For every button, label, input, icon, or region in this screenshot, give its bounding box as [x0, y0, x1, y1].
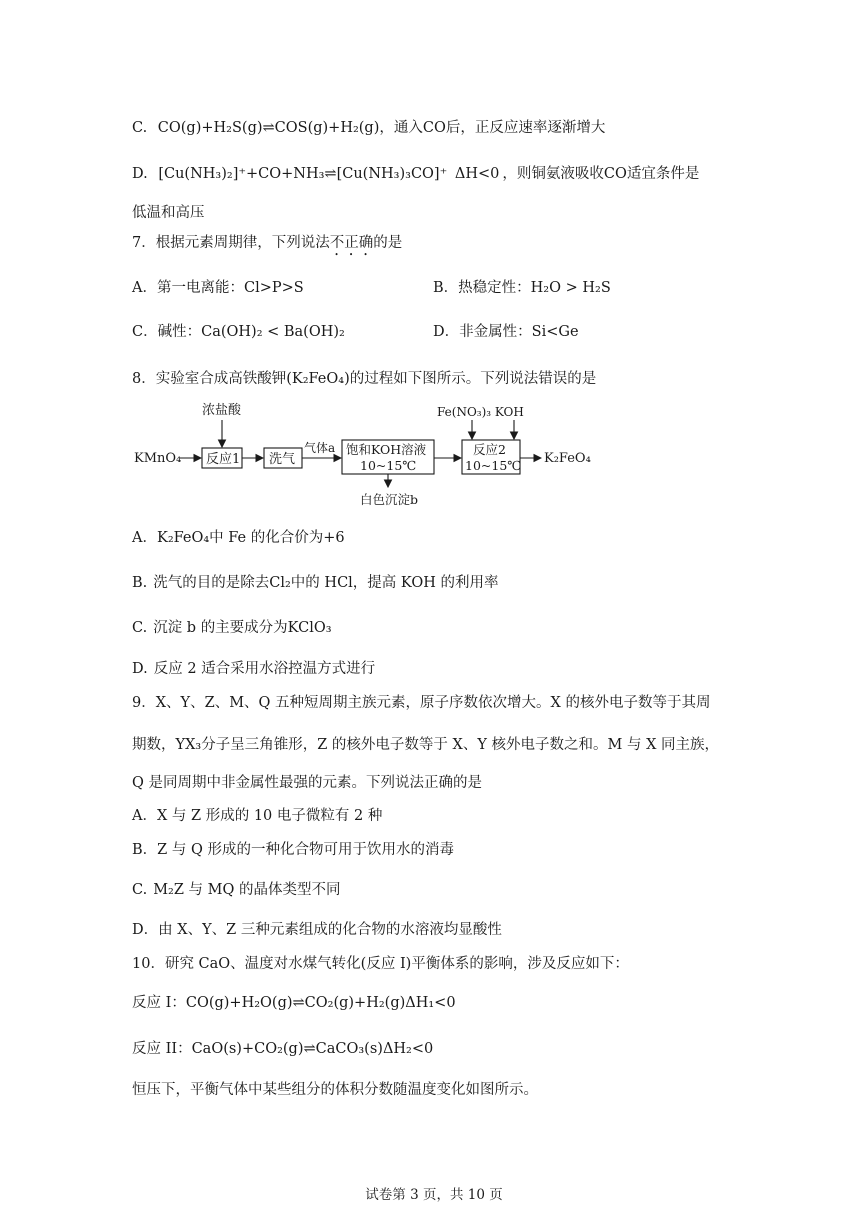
option-label: C.: [132, 120, 148, 136]
q8-option-b: [132, 573, 499, 593]
option-label: D．: [433, 324, 460, 340]
q6-option-d-cont: 低温和高压: [132, 205, 205, 221]
option-text: K₂FeO₄中 Fe 的化合价为+6: [156, 530, 345, 546]
option-label: A．: [132, 280, 157, 296]
option-text: 沉淀 b 的主要成分为KClO₃: [153, 620, 332, 636]
option-text: 碱性：: [157, 324, 202, 340]
option-text: 洗气的目的是除去Cl₂中的 HCl，提高 KOH 的利用率: [153, 575, 499, 591]
q8-option-d: [132, 659, 375, 679]
option-text: 反应 2 适合采用水浴控温方式进行: [153, 661, 376, 677]
reaction2-temp-label: 10~15℃: [465, 458, 522, 473]
q10-reaction2: [132, 1039, 433, 1059]
q9-stem-line1: 9．X、Y、Z、M、Q 五种短周期主族元素，原子序数依次增大。X 的核外电子数等于其周: [132, 695, 711, 711]
koh-temp-label: 10~15℃: [360, 458, 417, 473]
option-label: C.: [132, 620, 148, 636]
option-text: 非金属性：Si<Ge: [459, 324, 579, 340]
kmno4-label: KMnO₄: [134, 451, 182, 466]
q9-stem-line3: Q 是同周期中非金属性最强的元素。下列说法正确的是: [132, 775, 482, 791]
option-label: B．: [132, 842, 158, 858]
option-text: ，则铜氨液吸收CO适宜条件是: [502, 166, 700, 182]
q9-option-a: [132, 806, 382, 826]
hcl-label: 浓盐酸: [202, 403, 242, 418]
enthalpy: ΔH<0: [454, 166, 500, 182]
product-label: K₂FeO₄: [544, 451, 591, 466]
option-text: Z 与 Q 形成的一种化合物可用于饮用水的消毒: [157, 842, 454, 858]
gas-a-label: 气体a: [304, 441, 336, 455]
q7-option-b: [433, 278, 611, 298]
q7-option-c: [132, 322, 345, 342]
emphasis-text: 不正确: [329, 235, 374, 251]
q7-option-d: [433, 322, 579, 342]
wash-label: 洗气: [269, 452, 296, 467]
equation: H₂O > H₂S: [530, 280, 611, 296]
q6-option-c: [132, 118, 605, 138]
option-text: 第一电离能：Cl>P>S: [156, 280, 304, 296]
equation: Ca(OH)₂ < Ba(OH)₂: [201, 324, 345, 340]
option-text: M₂Z 与 MQ 的晶体类型不同: [153, 882, 341, 898]
reaction1-label: 反应1: [206, 452, 241, 467]
option-label: B．: [433, 280, 459, 296]
equation: [Cu(NH₃)₂]⁺+CO+NH₃⇌[Cu(NH₃)₃CO]⁺: [158, 166, 448, 182]
q7-option-a: [132, 278, 304, 298]
reaction2-label: 反应2: [473, 442, 506, 457]
reaction-label: 反应 II：: [132, 1041, 192, 1057]
q10-text: 恒压下，平衡气体中某些组分的体积分数随温度变化如图所示。: [132, 1082, 538, 1098]
q10-stem: 10．研究 CaO、温度对水煤气转化(反应 I)平衡体系的影响，涉及反应如下：: [132, 956, 629, 972]
option-label: D．: [132, 922, 159, 938]
option-label: D.: [132, 661, 148, 677]
q9-option-d: [132, 920, 502, 940]
q8-option-a: [132, 528, 345, 548]
q9-option-c: [132, 880, 340, 900]
option-text: X 与 Z 形成的 10 电子微粒有 2 种: [156, 808, 383, 824]
option-label: A．: [132, 808, 157, 824]
q8-stem: 8．实验室合成高铁酸钾(K₂FeO₄)的过程如下图所示。下列说法错误的是: [132, 371, 597, 387]
equation: CaO(s)+CO₂(g)⇌CaCO₃(s)ΔH₂<0: [191, 1041, 434, 1057]
koh-solution-label: 饱和KOH溶液: [346, 442, 427, 457]
q6-option-d: [132, 164, 699, 184]
q9-stem-line2: 期数，YX₃分子呈三角锥形，Z 的核外电子数等于 X、Y 核外电子数之和。M 与 X 同主族，: [132, 737, 719, 753]
equation: CO(g)+H₂S(g)⇌COS(g)+H₂(g): [157, 120, 380, 136]
option-text: 热稳定性：: [458, 280, 531, 296]
precipitate-b-label: 白色沉淀b: [360, 492, 419, 507]
q10-reaction1: [132, 993, 456, 1013]
option-text: ，通入CO后，正反应速率逐渐增大: [379, 120, 606, 136]
page-footer: 试卷第 3 页，共 10 页: [365, 1187, 503, 1203]
equation: CO(g)+H₂O(g)⇌CO₂(g)+H₂(g)ΔH₁<0: [185, 995, 456, 1011]
reagents-label: Fe(NO₃)₃ KOH: [437, 405, 524, 419]
stem-text: 的是: [373, 235, 403, 251]
synthesis-flowchart: [128, 396, 608, 516]
option-label: C．: [132, 324, 158, 340]
option-label: B.: [132, 575, 148, 591]
option-text: 由 X、Y、Z 三种元素组成的化合物的水溶液均显酸性: [158, 922, 502, 938]
stem-text: 7．根据元素周期律，下列说法: [132, 235, 330, 251]
reaction-label: 反应 I：: [132, 995, 186, 1011]
q9-option-b: [132, 840, 454, 860]
q7-stem: [132, 233, 402, 259]
option-label: C.: [132, 882, 148, 898]
q8-option-c: [132, 618, 332, 638]
option-label: A．: [132, 530, 157, 546]
option-label: D.: [132, 166, 148, 182]
